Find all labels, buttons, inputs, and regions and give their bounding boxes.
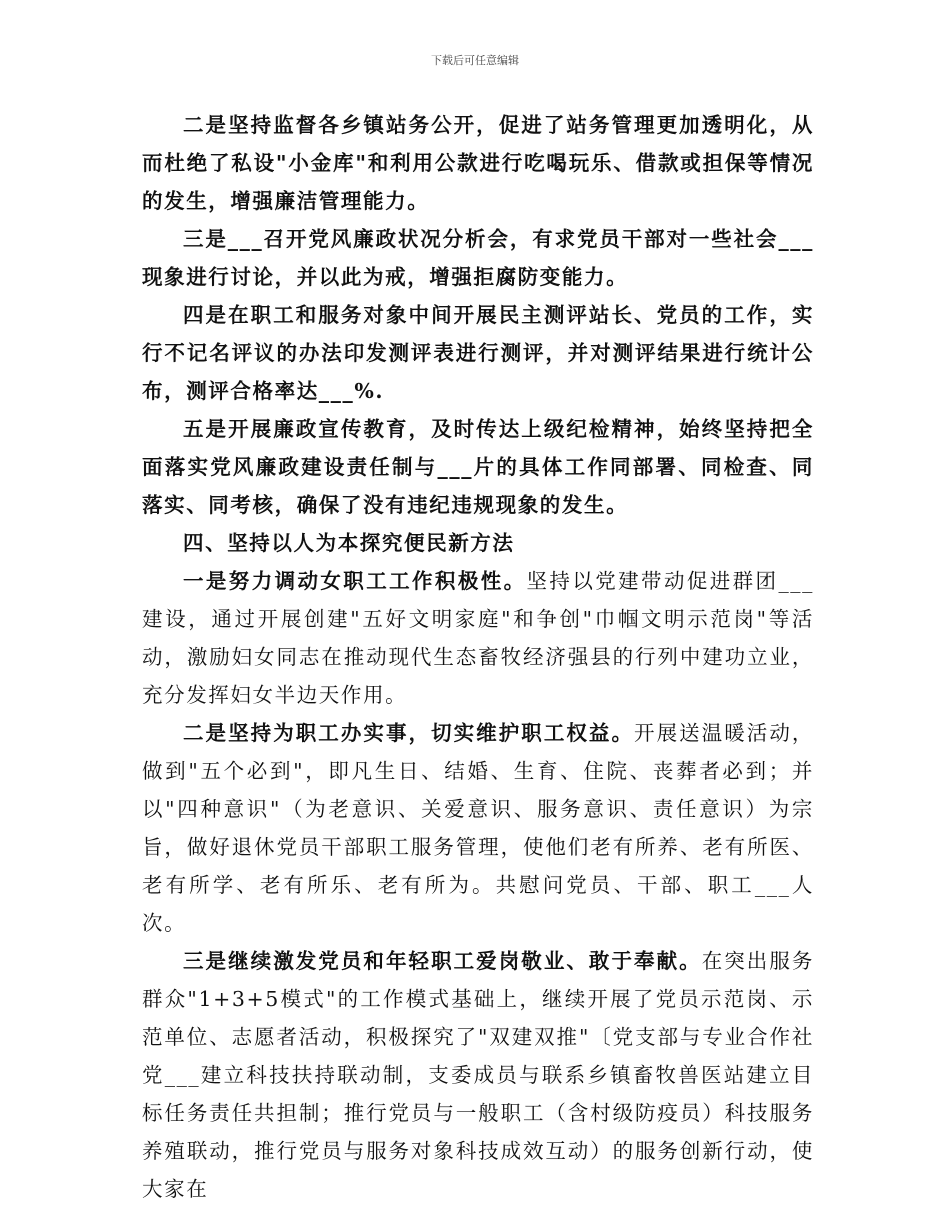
- paragraph-lead: 三是继续激发党员和年轻职工爱岗敬业、敢于奉献。: [183, 949, 702, 973]
- paragraph-lead: 一是努力调动女职工工作积极性。: [183, 569, 527, 593]
- paragraph-body: 坚持以党建带动促进群团___建设，通过开展创建"五好文明家庭"和争创"巾帼文明示范岗"等活动，激励妇女同志在推动现代生态畜牧经济强县的行列中建功立业，充分发挥妇女半边天作用。: [142, 569, 814, 707]
- paragraph-female-staff: [142, 562, 814, 714]
- paragraph-staff-welfare: [142, 714, 814, 942]
- paragraph-analysis-meeting: 三是___召开党风廉政状况分析会，有求党员干部对一些社会___现象进行讨论，并以此为戒，增强拒腐防变能力。: [142, 227, 814, 289]
- paragraph-dedication: [142, 942, 814, 1208]
- page-header: 下载后可任意编辑: [431, 54, 519, 67]
- paragraph-supervision: 二是坚持监督各乡镇站务公开，促进了站务管理更加透明化，从而杜绝了私设"小金库"和利用公款进行吃喝玩乐、借款或担保等情况的发生，增强廉洁管理能力。: [142, 113, 814, 213]
- paragraph-body: 在突出服务群众"1+3+5模式"的工作模式基础上，继续开展了党员示范岗、示范单位、志愿者活动，积极探究了"双建双推"〔党支部与专业合作社党___建立科技扶持联动制，支委成员与联系乡镇畜牧兽医站建立目标任务责任共担制；推行党员与一般职工（含村级防疫员）科技服务养殖联动，推行党员与服务对象科技成效互动）的服务创新行动，使大家在: [142, 949, 814, 1201]
- section-heading: 四、坚持以人为本探究便民新方法: [183, 531, 515, 555]
- paragraph-body: 开展送温暖活动，做到"五个必到"，即凡生日、结婚、生育、住院、丧葬者必到；并以"四种意识"（为老意识、关爱意识、服务意识、责任意识）为宗旨，做好退休党员干部职工服务管理，使他们老有所养、老有所医、老有所学、老有所乐、老有所为。共慰问党员、干部、职工___人次。: [142, 721, 814, 935]
- paragraph-lead: 二是坚持为职工办实事，切实维护职工权益。: [183, 721, 635, 745]
- document-body: [142, 106, 814, 1208]
- paragraph-integrity-education: 五是开展廉政宣传教育，及时传达上级纪检精神，始终坚持把全面落实党风廉政建设责任制与___片的具体工作同部署、同检查、同落实、同考核，确保了没有违纪违规现象的发生。: [142, 417, 814, 517]
- paragraph-democratic-evaluation: 四是在职工和服务对象中间开展民主测评站长、党员的工作，实行不记名评议的办法印发测评表进行测评，并对测评结果进行统计公布，测评合格率达___%.: [142, 303, 814, 403]
